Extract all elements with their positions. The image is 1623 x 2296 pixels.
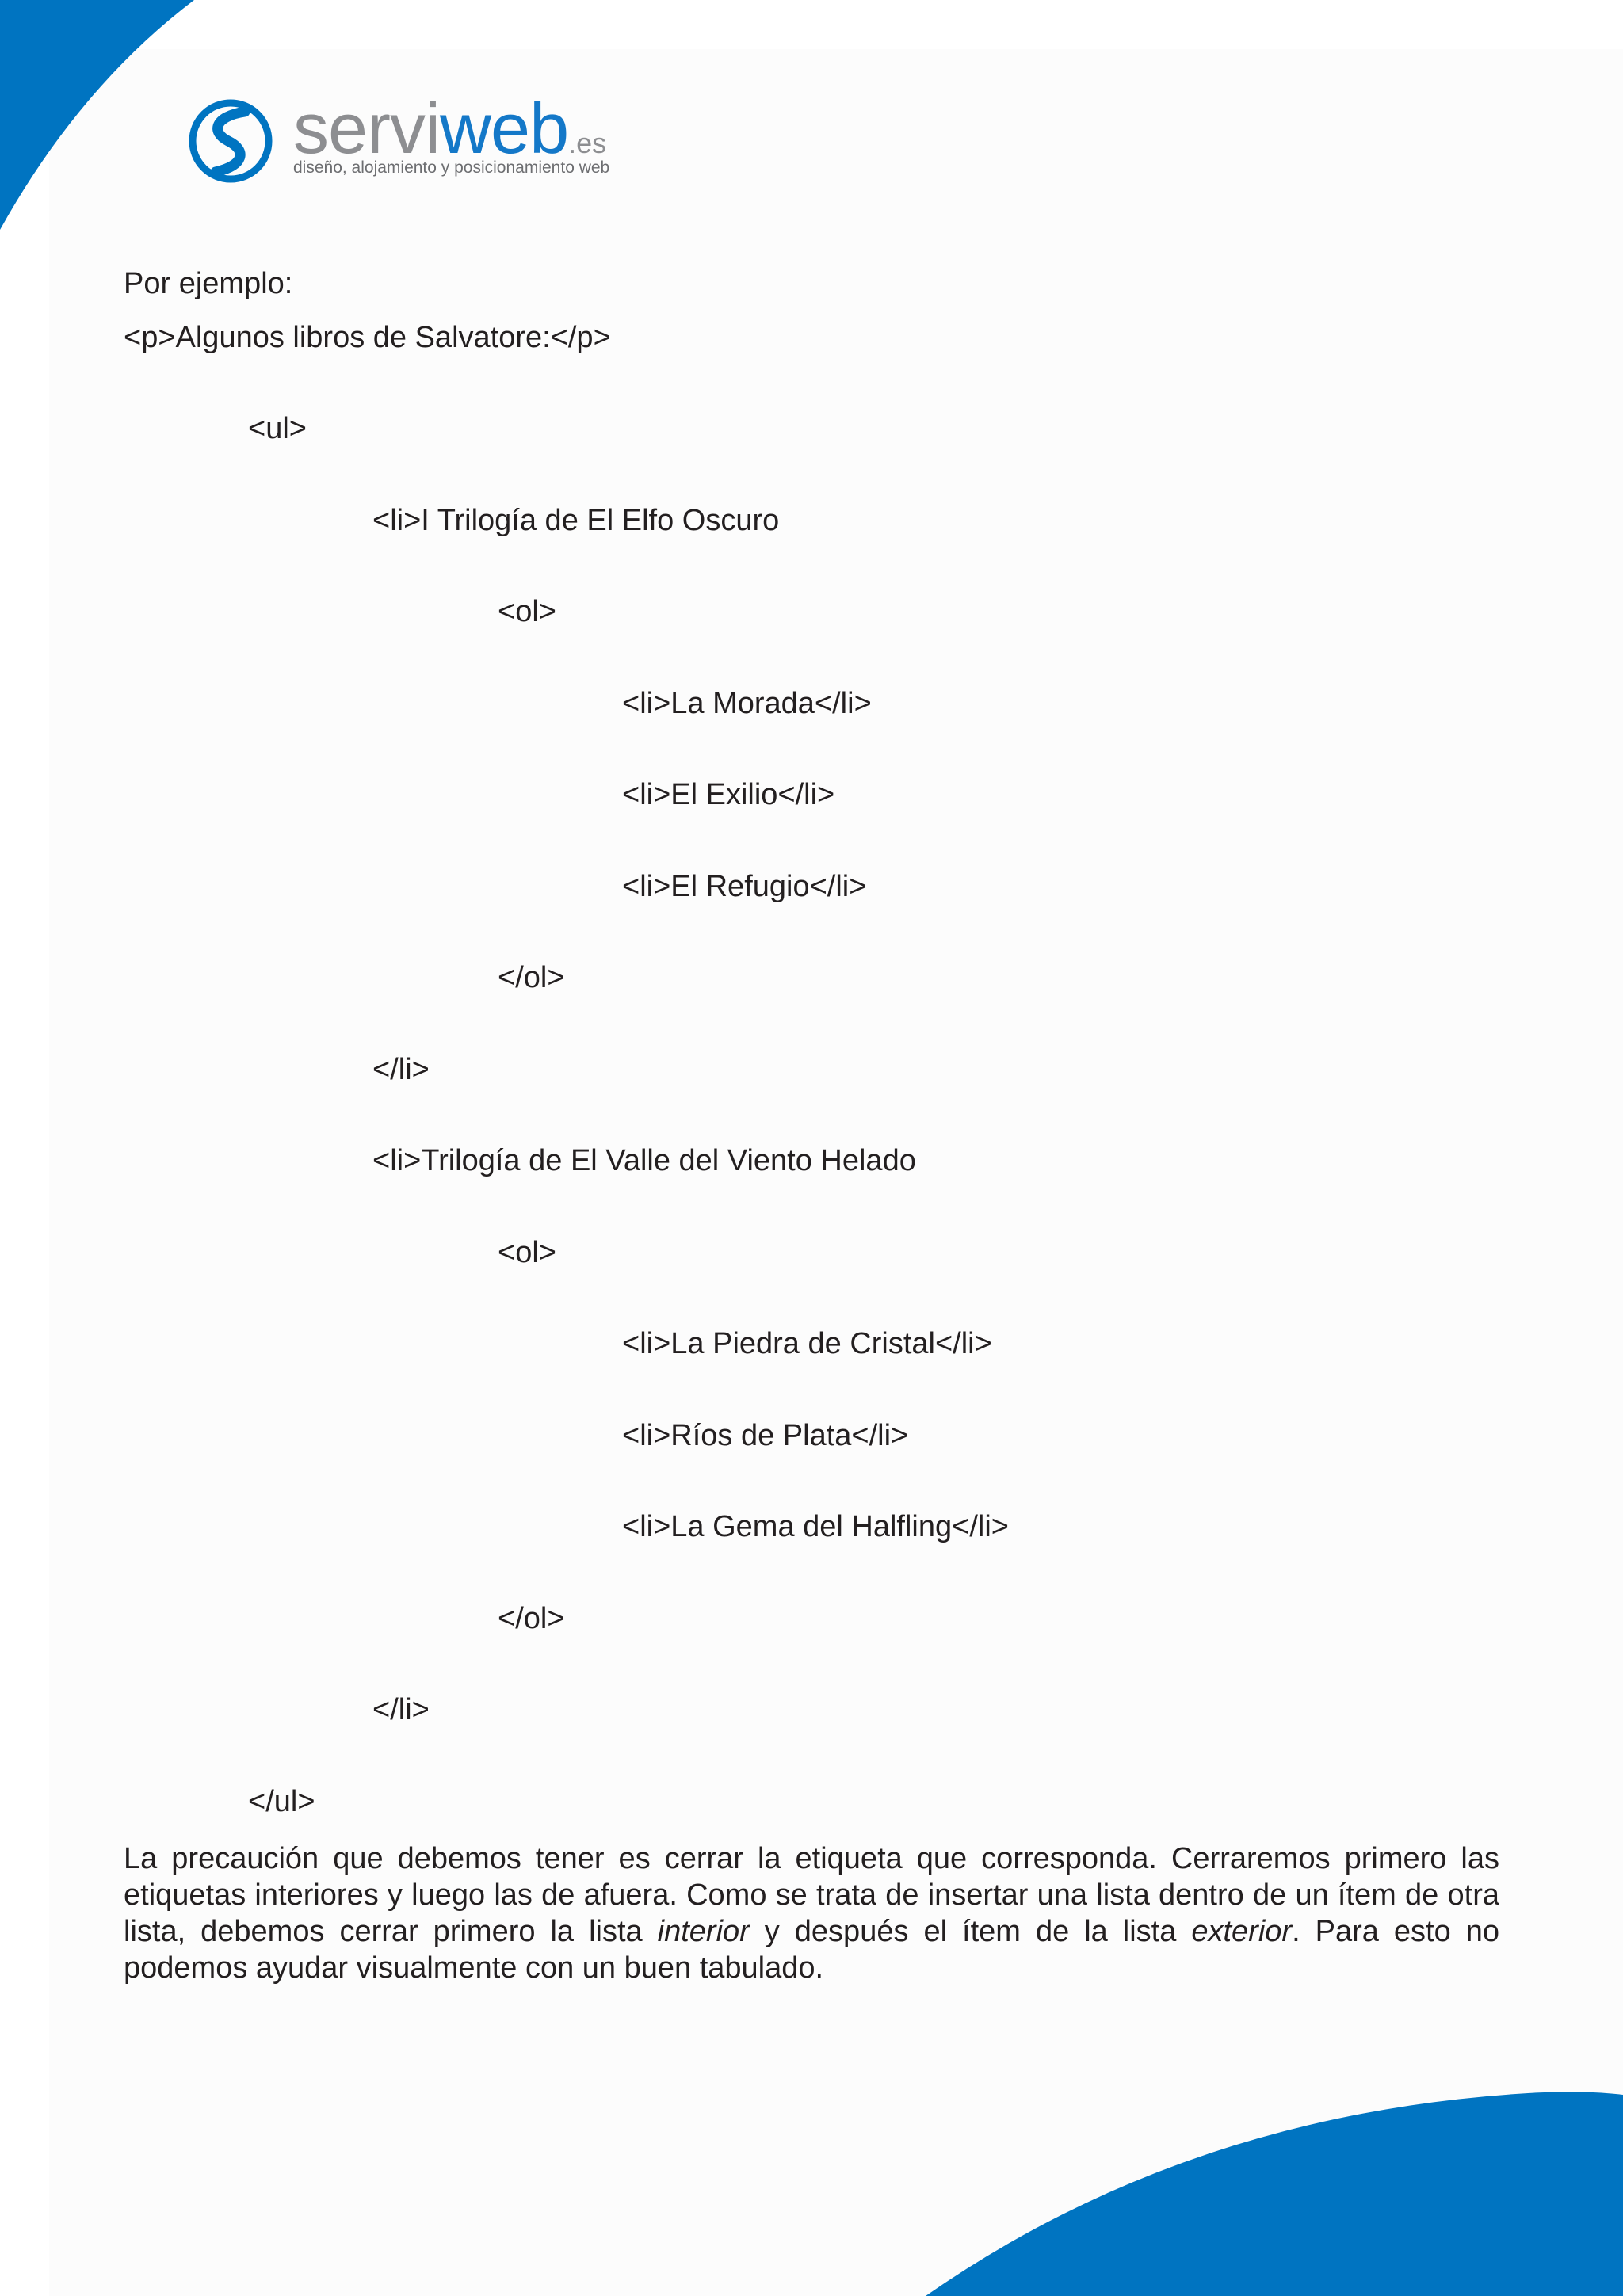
code-line: <li>Ríos de Plata</li>: [622, 1419, 909, 1452]
code-line: </li>: [372, 1693, 430, 1726]
code-line: <ol>: [498, 1236, 556, 1269]
logo-tld: .es: [568, 127, 607, 159]
code-line: </ol>: [498, 1602, 565, 1635]
intro-text: Por ejemplo:: [124, 267, 293, 300]
logo-name-part1: servi: [293, 90, 441, 169]
code-line: <li>Trilogía de El Valle del Viento Helado: [372, 1144, 916, 1177]
code-line: <ol>: [498, 595, 556, 628]
bottom-right-wave-decoration: [926, 2082, 1623, 2296]
code-line: <li>El Exilio</li>: [622, 778, 835, 811]
code-line: </ol>: [498, 961, 565, 994]
code-line: <p>Algunos libros de Salvatore:</p>: [124, 321, 611, 354]
code-line: <li>La Piedra de Cristal</li>: [622, 1327, 992, 1360]
code-line: <li>El Refugio</li>: [622, 870, 867, 903]
code-line: <li>La Morada</li>: [622, 687, 872, 720]
code-line: </ul>: [248, 1785, 315, 1818]
serviweb-s-logo-icon: [187, 97, 274, 185]
paragraph-emphasis-exterior: exterior: [1191, 1915, 1293, 1948]
paragraph-text: y después el ítem de la lista: [749, 1915, 1192, 1948]
code-line: <li>La Gema del Halfling</li>: [622, 1510, 1009, 1543]
logo-name-part2: web: [440, 90, 569, 169]
explanation-paragraph: [124, 1840, 1499, 1986]
paragraph-text: . Para esto no podemos ayudar visualmente con un buen tabulado.: [124, 1915, 1499, 1985]
paragraph-text: La precaución que debemos tener es cerrar la etiqueta que corresponda. Cerraremos primero las etiquetas interiores y luego las de afuera. Como se trata de insertar una lista dentro de un ítem de otra lista, debemos cerrar primero la lista: [124, 1842, 1499, 1948]
code-line: <ul>: [248, 412, 307, 445]
paragraph-emphasis-interior: interior: [657, 1915, 750, 1948]
logo-tagline: diseño, alojamiento y posicionamiento web: [293, 158, 610, 177]
code-line: </li>: [372, 1053, 430, 1086]
code-line: <li>I Trilogía de El Elfo Oscuro: [372, 504, 780, 537]
top-left-corner-decoration: [0, 0, 206, 238]
